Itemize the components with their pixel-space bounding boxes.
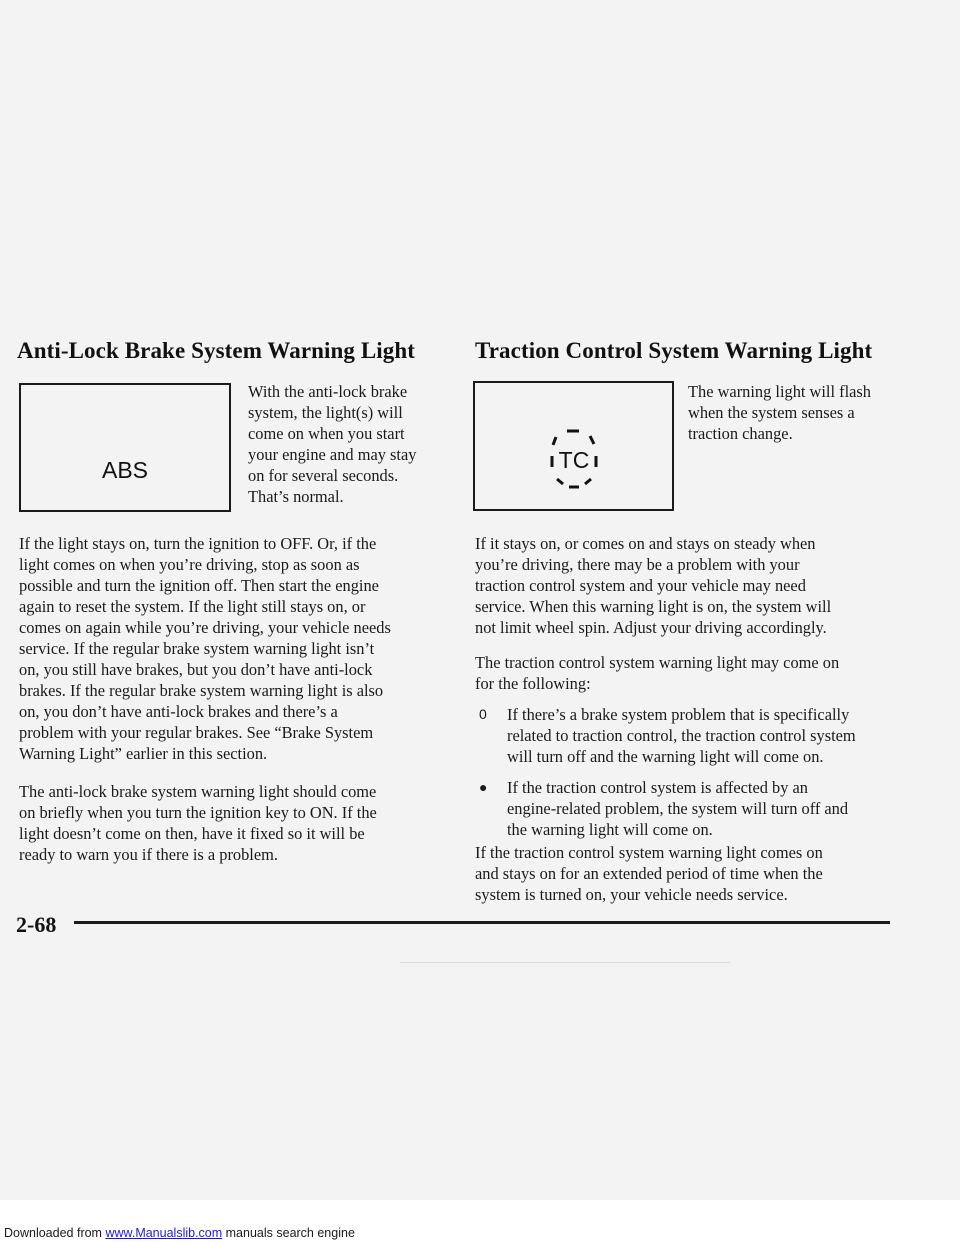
tc-bullet-item bbox=[479, 704, 909, 768]
text-line: for the following: bbox=[475, 674, 591, 693]
text-line: Warning Light” earlier in this section. bbox=[19, 744, 268, 763]
text-line: If there’s a brake system problem that is specifically bbox=[507, 705, 850, 724]
text-line: That’s normal. bbox=[248, 487, 344, 506]
abs-icon-label: ABS bbox=[101, 457, 149, 483]
text-line: and stays on for an extended period of time when the bbox=[475, 864, 823, 883]
text-line: If the light stays on, turn the ignition to OFF. Or, if the bbox=[19, 534, 377, 553]
text-line: not limit wheel spin. Adjust your driving accordingly. bbox=[475, 618, 827, 637]
text-line: problem with your regular brakes. See “Brake System bbox=[19, 723, 374, 742]
text-line: your engine and may stay bbox=[248, 445, 417, 464]
text-line: comes on again while you’re driving, your vehicle needs bbox=[19, 618, 391, 637]
tc-paragraph-2 bbox=[475, 652, 839, 694]
text-line: will turn off and the warning light will come on. bbox=[507, 747, 824, 766]
credit-prefix: Downloaded from bbox=[4, 1226, 106, 1240]
page-number: 2-68 bbox=[16, 912, 57, 937]
abs-paragraph-2 bbox=[19, 781, 377, 865]
credit-suffix: manuals search engine bbox=[222, 1226, 355, 1240]
text-line: on, you don’t have anti-lock brakes and there’s a bbox=[19, 702, 338, 721]
text-line: engine-related problem, the system will turn off and bbox=[507, 799, 849, 818]
tc-paragraph-1 bbox=[475, 533, 831, 638]
bullet-marker: 0 bbox=[479, 706, 487, 722]
manualslib-link[interactable]: www.Manualslib.com bbox=[105, 1226, 223, 1240]
abs-warning-lamp-icon bbox=[19, 383, 231, 512]
text-line: on for several seconds. bbox=[248, 466, 399, 485]
tc-section-title: Traction Control System Warning Light bbox=[475, 338, 873, 363]
bullet-marker: ● bbox=[479, 779, 488, 795]
tc-icon-label: TC bbox=[558, 447, 590, 473]
text-line: service. If the regular brake system warning light isn’t bbox=[19, 639, 375, 658]
text-line: If the traction control system warning light comes on bbox=[475, 843, 823, 862]
text-line: system, the light(s) will bbox=[248, 403, 403, 422]
bullet-text bbox=[507, 704, 909, 767]
text-line: when the system senses a bbox=[688, 403, 855, 422]
tc-intro-text bbox=[688, 381, 871, 444]
abs-section-title: Anti-Lock Brake System Warning Light bbox=[17, 338, 416, 363]
text-line: come on when you start bbox=[248, 424, 405, 443]
text-line: you’re driving, there may be a problem with your bbox=[475, 555, 800, 574]
text-line: on briefly when you turn the ignition key to ON. If the bbox=[19, 803, 377, 822]
scan-line bbox=[400, 962, 730, 963]
text-line: possible and turn the ignition off. Then start the engine bbox=[19, 576, 379, 595]
watermark-text: carmanualsonline.info bbox=[819, 1224, 956, 1240]
text-line: The anti-lock brake system warning light should come bbox=[19, 782, 377, 801]
text-line: The traction control system warning light may come on bbox=[475, 653, 840, 672]
text-line: service. When this warning light is on, the system will bbox=[475, 597, 832, 616]
download-credit bbox=[4, 1226, 355, 1240]
text-line: If it stays on, or comes on and stays on steady when bbox=[475, 534, 816, 553]
bullet-text bbox=[507, 777, 909, 840]
text-line: ready to warn you if there is a problem. bbox=[19, 845, 278, 864]
text-line: light comes on when you’re driving, stop as soon as bbox=[19, 555, 360, 574]
text-line: related to traction control, the traction control system bbox=[507, 726, 856, 745]
tc-warning-lamp-icon bbox=[473, 381, 674, 511]
text-line: The warning light will flash bbox=[688, 382, 871, 401]
text-line: the warning light will come on. bbox=[507, 820, 713, 839]
tc-bullet-item bbox=[479, 777, 909, 841]
text-line: light doesn’t come on then, have it fixed so it will be bbox=[19, 824, 365, 843]
tc-circle-icon bbox=[475, 383, 672, 509]
text-line: brakes. If the regular brake system warning light is also bbox=[19, 681, 384, 700]
text-line: traction control system and your vehicle may need bbox=[475, 576, 806, 595]
abs-paragraph-1 bbox=[19, 533, 391, 764]
abs-intro-text bbox=[248, 381, 416, 507]
text-line: again to reset the system. If the light still stays on, or bbox=[19, 597, 366, 616]
text-line: system is turned on, your vehicle needs service. bbox=[475, 885, 788, 904]
text-line: traction change. bbox=[688, 424, 793, 443]
text-line: on, you still have brakes, but you don’t have anti-lock bbox=[19, 660, 373, 679]
tc-paragraph-3 bbox=[475, 842, 823, 905]
text-line: If the traction control system is affected by an bbox=[507, 778, 809, 797]
text-line: With the anti-lock brake bbox=[248, 382, 408, 401]
footer-rule bbox=[74, 921, 890, 924]
